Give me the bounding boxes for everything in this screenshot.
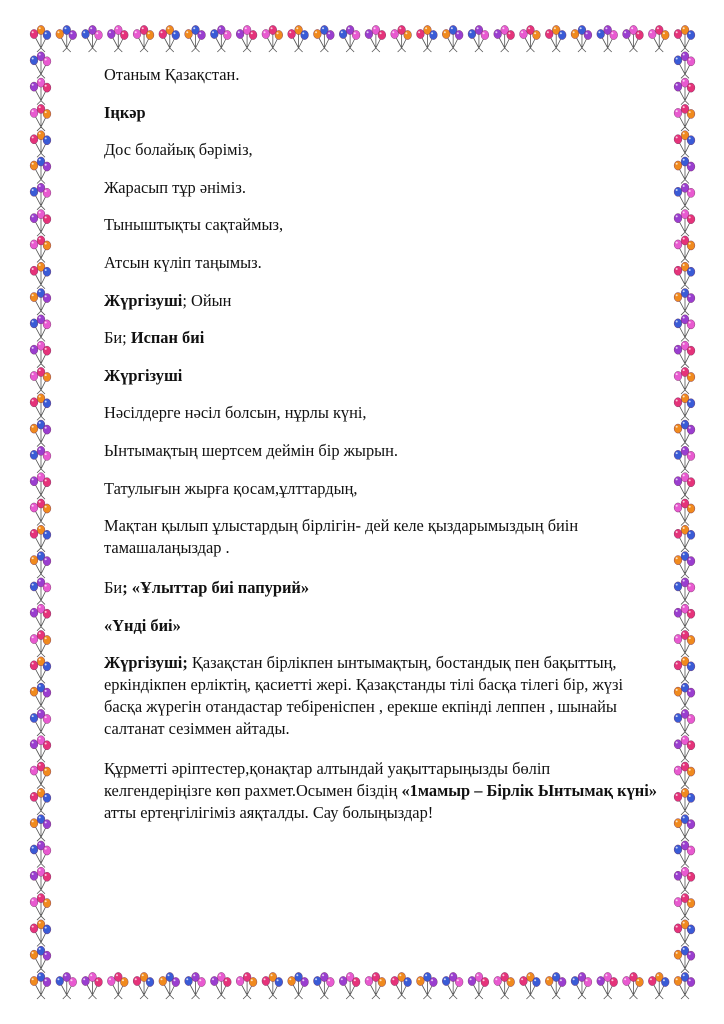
balloon-bunch-icon (365, 25, 386, 52)
balloon-bunch-icon (159, 25, 180, 52)
paragraph (104, 758, 660, 824)
balloon-bunch-icon (339, 25, 360, 52)
balloon-bunch-icon (30, 736, 51, 763)
text-run-bold: «Үнді биі» (104, 615, 181, 635)
balloon-bunch-icon (674, 210, 695, 237)
balloon-bunch-icon (674, 446, 695, 473)
balloon-bunch-icon (674, 473, 695, 500)
balloon-bunch-icon (417, 25, 438, 52)
balloon-bunch-icon (82, 972, 103, 999)
balloon-bunch-icon (30, 78, 51, 105)
balloon-bunch-icon (133, 25, 154, 52)
balloon-bunch-icon (674, 315, 695, 342)
text-run-bold: ; «Ұлыттар биі папурий» (122, 578, 310, 598)
balloon-bunch-icon (468, 25, 489, 52)
balloon-bunch-icon (288, 25, 309, 52)
balloon-bunch-icon (674, 867, 695, 894)
balloon-bunch-icon (391, 972, 412, 999)
balloon-bunch-icon (30, 657, 51, 684)
balloon-bunch-icon (674, 657, 695, 684)
balloon-bunch-icon (674, 262, 695, 289)
paragraph (104, 515, 660, 559)
balloon-bunch-icon (674, 157, 695, 184)
balloon-bunch-icon (30, 262, 51, 289)
balloon-bunch-icon (262, 25, 283, 52)
balloon-bunch-icon (30, 630, 51, 657)
balloon-bunch-icon (417, 972, 438, 999)
balloon-bunch-icon (210, 972, 231, 999)
text-run: Тыныштықты сақтаймыз, (104, 215, 284, 235)
paragraph (104, 327, 660, 349)
balloon-bunch-icon (107, 25, 128, 52)
balloon-bunch-icon (674, 288, 695, 315)
balloon-bunch-icon (365, 972, 386, 999)
balloon-bunch-icon (468, 972, 489, 999)
balloon-bunch-icon (30, 920, 51, 947)
paragraph (104, 652, 660, 740)
balloon-bunch-icon (674, 604, 695, 631)
balloon-bunch-icon (674, 709, 695, 736)
balloon-bunch-icon (442, 25, 463, 52)
paragraph (104, 139, 660, 161)
paragraph (104, 214, 660, 236)
balloon-bunch-icon (674, 341, 695, 368)
paragraph (104, 577, 660, 599)
balloon-bunch-icon (674, 236, 695, 263)
paragraph (104, 615, 660, 637)
balloon-bunch-icon (159, 972, 180, 999)
text-run-bold: Жүргізуші (104, 290, 183, 310)
balloon-bunch-icon (262, 972, 283, 999)
text-run-bold: «1мамыр – Бірлік Ынтымақ күні» (401, 781, 657, 801)
balloon-bunch-icon (82, 25, 103, 52)
balloon-bunch-icon (520, 25, 541, 52)
balloon-bunch-icon (545, 972, 566, 999)
balloon-bunch-icon (30, 183, 51, 210)
text-run: Нәсілдерге нәсіл болсын, нұрлы күні, (104, 403, 367, 423)
text-run: Би (104, 578, 123, 598)
balloon-bunch-icon (674, 736, 695, 763)
balloon-bunch-icon (674, 183, 695, 210)
balloon-bunch-icon (674, 578, 695, 605)
balloon-bunch-icon (30, 867, 51, 894)
text-run: ; Ойын (182, 290, 232, 310)
balloon-bunch-icon (623, 25, 644, 52)
balloon-bunch-icon (30, 946, 51, 973)
balloon-bunch-icon (30, 394, 51, 421)
balloon-bunch-icon (674, 920, 695, 947)
balloon-bunch-icon (674, 78, 695, 105)
balloon-bunch-icon (674, 25, 695, 52)
balloon-bunch-icon (30, 893, 51, 920)
balloon-bunch-icon (674, 131, 695, 158)
balloon-bunch-icon (648, 25, 669, 52)
paragraph (104, 402, 660, 424)
balloon-bunch-icon (674, 525, 695, 552)
balloon-bunch-icon (494, 25, 515, 52)
balloon-bunch-icon (30, 341, 51, 368)
balloon-bunch-icon (674, 946, 695, 973)
balloon-bunch-icon (30, 815, 51, 842)
balloon-bunch-icon (442, 972, 463, 999)
paragraph (104, 478, 660, 500)
balloon-bunch-icon (597, 25, 618, 52)
balloon-bunch-icon (30, 25, 51, 52)
balloon-bunch-icon (107, 972, 128, 999)
text-run: Ынтымақтың шертсем деймін бір жырын. (104, 440, 399, 460)
text-run: Мақтан қылып ұлыстардың бірлігін- дей келе қыздарымыздың биін тамашалаңыздар . (104, 516, 579, 558)
balloon-bunch-icon (30, 525, 51, 552)
balloon-bunch-icon (674, 762, 695, 789)
text-run: Жарасып тұр әніміз. (104, 177, 246, 197)
balloon-bunch-icon (545, 25, 566, 52)
balloon-bunch-icon (623, 972, 644, 999)
balloon-bunch-icon (30, 420, 51, 447)
text-run-bold: Жүргізуші (104, 365, 183, 385)
balloon-bunch-icon (30, 709, 51, 736)
balloon-bunch-icon (674, 841, 695, 868)
balloon-bunch-icon (30, 446, 51, 473)
balloon-bunch-icon (30, 762, 51, 789)
balloon-bunch-icon (391, 25, 412, 52)
text-run: Құрметті әріптестер,қонақтар алтындай уақыттарыңызды бөліп келгендеріңізге көп рахмет.Осымен біздің (104, 759, 551, 801)
paragraph (104, 290, 660, 312)
text-run: Отаным Қазақстан. (104, 65, 240, 84)
text-run: атты ертеңгілігіміз аяқталды. Сау болыңыздар! (104, 803, 434, 823)
balloon-bunch-icon (571, 972, 592, 999)
text-run: Татулығын жырға қосам,ұлттардың, (104, 478, 358, 498)
balloon-bunch-icon (185, 25, 206, 52)
balloon-bunch-icon (30, 236, 51, 263)
balloon-bunch-icon (597, 972, 618, 999)
balloon-bunch-icon (133, 972, 154, 999)
balloon-bunch-icon (236, 25, 257, 52)
balloon-bunch-icon (210, 25, 231, 52)
balloon-bunch-icon (674, 972, 695, 999)
text-run-bold: Испан биі (130, 328, 205, 348)
balloon-bunch-icon (30, 367, 51, 394)
balloon-bunch-icon (30, 288, 51, 315)
balloon-bunch-icon (30, 552, 51, 579)
balloon-bunch-icon (30, 604, 51, 631)
text-run: Қазақстан бірлікпен ынтымақтың, бостандық пен бақыттың, еркіндікпен ерліктің, қасиетті жері. Қазақстанды тілі басқа тілегі бір, жүзі басқа жүрегін отандастар тебіреніспен , ерекше екпінді леппен , шынайы салтанат сезіммен айтады. (104, 653, 624, 739)
balloon-bunch-icon (674, 104, 695, 131)
balloon-bunch-icon (30, 578, 51, 605)
balloon-bunch-icon (674, 815, 695, 842)
balloon-bunch-icon (56, 25, 77, 52)
balloon-bunch-icon (648, 972, 669, 999)
balloon-bunch-icon (30, 52, 51, 79)
text-run: Дос болайық бәріміз, (104, 140, 253, 160)
balloon-bunch-icon (30, 841, 51, 868)
balloon-bunch-icon (674, 788, 695, 815)
balloon-bunch-icon (30, 315, 51, 342)
balloon-bunch-icon (674, 552, 695, 579)
paragraph (104, 365, 660, 387)
balloon-bunch-icon (185, 972, 206, 999)
balloon-bunch-icon (571, 25, 592, 52)
balloon-bunch-icon (494, 972, 515, 999)
paragraph (104, 177, 660, 199)
balloon-bunch-icon (674, 630, 695, 657)
balloon-bunch-icon (30, 972, 51, 999)
balloon-bunch-icon (674, 394, 695, 421)
balloon-bunch-icon (30, 499, 51, 526)
paragraph (104, 64, 660, 86)
paragraph (104, 252, 660, 274)
balloon-bunch-icon (520, 972, 541, 999)
document-body (104, 64, 660, 840)
balloon-bunch-icon (236, 972, 257, 999)
balloon-bunch-icon (313, 972, 334, 999)
balloon-bunch-icon (674, 367, 695, 394)
balloon-bunch-icon (30, 683, 51, 710)
balloon-bunch-icon (30, 131, 51, 158)
balloon-bunch-icon (674, 683, 695, 710)
balloon-bunch-icon (674, 499, 695, 526)
text-run: Атсын күліп таңымыз. (104, 252, 262, 272)
balloon-bunch-icon (674, 52, 695, 79)
balloon-bunch-icon (30, 157, 51, 184)
paragraph (104, 102, 660, 124)
balloon-bunch-icon (56, 972, 77, 999)
text-run-bold: Жүргізуші; (104, 653, 188, 673)
balloon-bunch-icon (674, 893, 695, 920)
balloon-bunch-icon (30, 104, 51, 131)
balloon-bunch-icon (30, 473, 51, 500)
balloon-bunch-icon (30, 210, 51, 237)
balloon-bunch-icon (30, 788, 51, 815)
text-run-bold: Іңкәр (104, 102, 146, 122)
balloon-bunch-icon (288, 972, 309, 999)
balloon-bunch-icon (339, 972, 360, 999)
balloon-bunch-icon (674, 420, 695, 447)
text-run: Би; (104, 328, 131, 348)
balloon-bunch-icon (313, 25, 334, 52)
paragraph (104, 440, 660, 462)
